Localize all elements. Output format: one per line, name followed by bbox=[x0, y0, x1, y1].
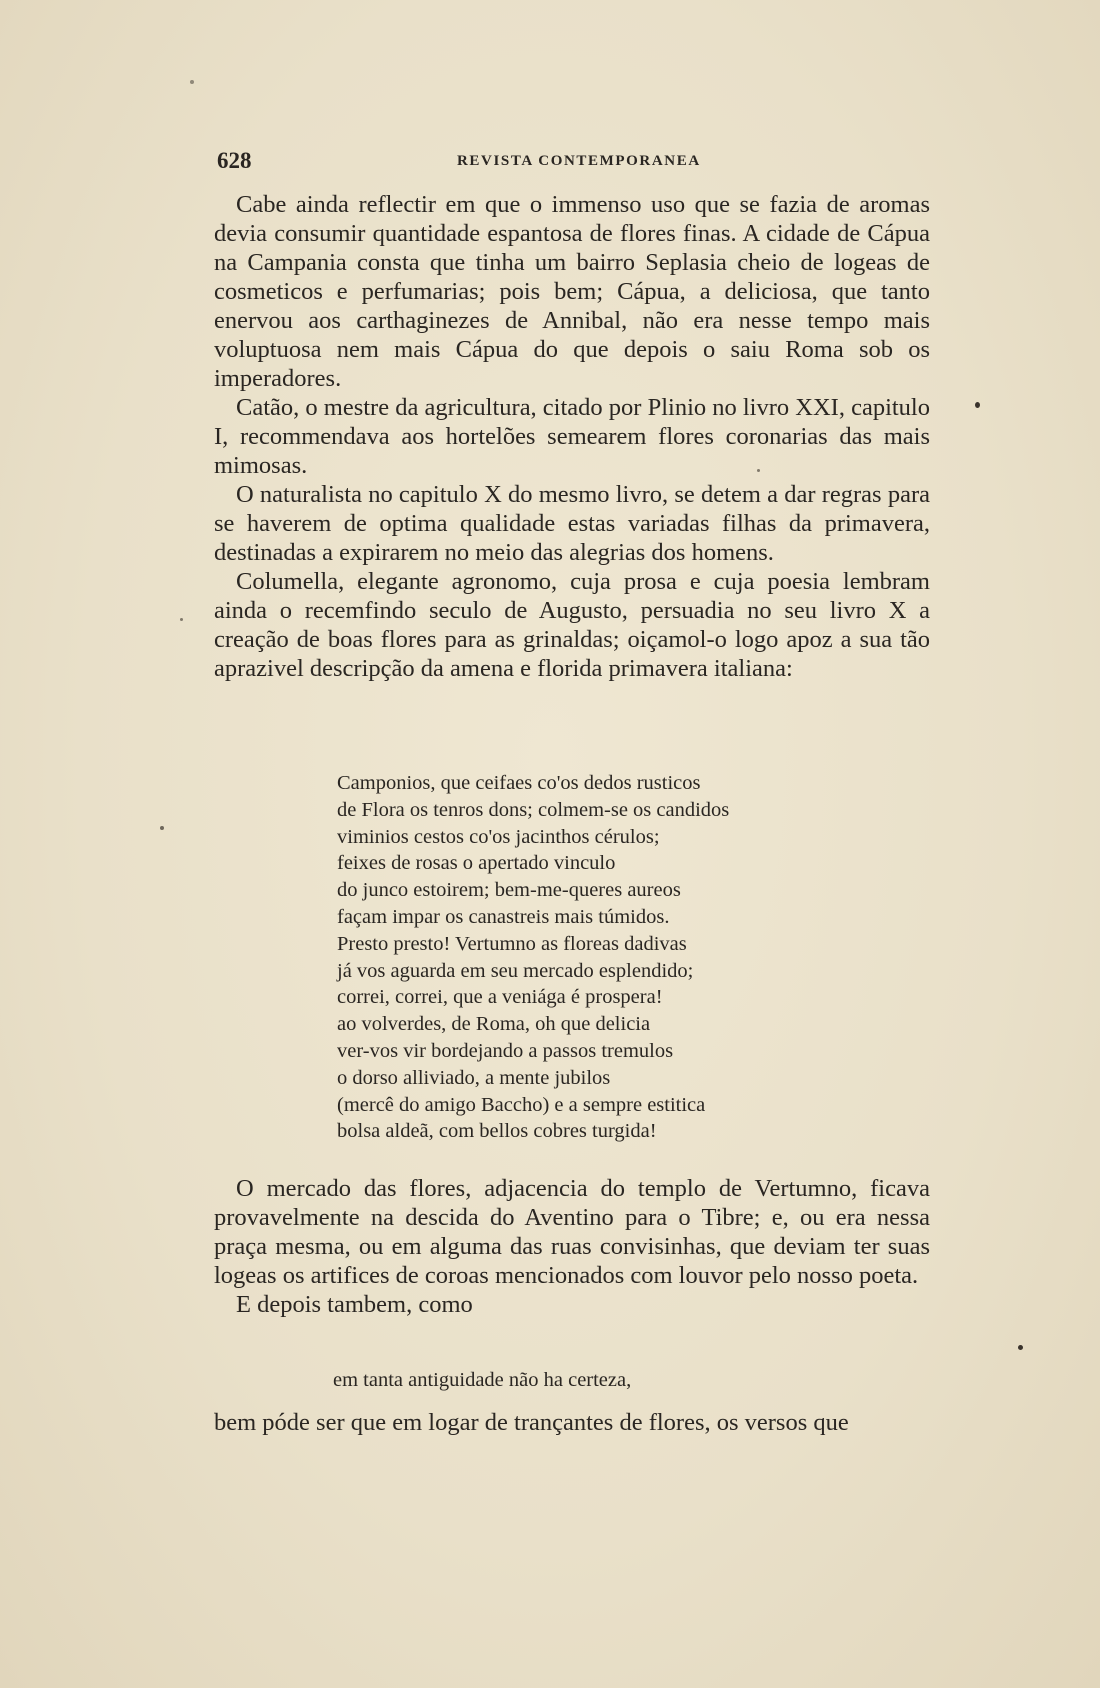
paper-speck bbox=[190, 80, 194, 84]
paragraph: O naturalista no capitulo X do mesmo livro, se detem a dar regras para se haverem de optima qualidade estas variadas filhas da primavera, destinadas a expirarem no meio das alegrias dos homens. bbox=[214, 481, 930, 566]
paragraph: O mercado das flores, adjacencia do templo de Vertumno, ficava provavelmente na descida do Aventino para o Tibre; e, ou era nessa praça mesma, ou em alguma das ruas convisinhas, que deviam ter suas logeas os artifices de coroas mencionados com louvor pelo nosso poeta. bbox=[214, 1175, 930, 1289]
text-block-upper bbox=[214, 190, 930, 683]
verse-line: bolsa aldeã, com bellos cobres turgida! bbox=[337, 1120, 657, 1143]
verse-line: ao volverdes, de Roma, oh que delicia bbox=[337, 1013, 651, 1036]
verse-line: do junco estoirem; bem-me-queres aureos bbox=[337, 879, 681, 902]
verse-line: feixes de rosas o apertado vinculo bbox=[337, 852, 616, 875]
verse-line: (mercê do amigo Baccho) e a sempre estitica bbox=[337, 1093, 706, 1116]
verse-quotation bbox=[337, 770, 729, 1145]
verse-line: já vos aguarda em seu mercado esplendido; bbox=[337, 959, 694, 982]
paragraph: Cabe ainda reflectir em que o immenso uso que se fazia de aromas devia consumir quantidade espantosa de flores finas. A cidade de Cápua na Campania consta que tinha um bairro Seplasia cheio de logeas de cosmeticos e perfumarias; pois bem; Cápua, a deliciosa, que tanto enervou aos carthaginezes de Annibal, não era nesse tempo mais voluptuosa nem mais Cápua do que depois o saiu Roma sob os imperadores. bbox=[214, 191, 930, 392]
verse-line: Presto presto! Vertumno as floreas dadivas bbox=[337, 932, 687, 955]
running-title: REVISTA CONTEMPORANEA bbox=[457, 153, 701, 169]
paragraph: E depois tambem, como bbox=[236, 1291, 473, 1318]
text-block-final bbox=[214, 1408, 930, 1437]
verse-line: de Flora os tenros dons; colmem-se os candidos bbox=[337, 798, 730, 821]
paragraph: Catão, o mestre da agricultura, citado por Plinio no livro XXI, capitulo I, recommendava aos hortelões semearem flores coronarias das mais mimosas. bbox=[214, 394, 930, 479]
verse-line: o dorso alliviado, a mente jubilos bbox=[337, 1066, 611, 1089]
paragraph: Columella, elegante agronomo, cuja prosa e cuja poesia lembram ainda o recemfindo seculo de Augusto, persuadia no seu livro X a creação de boas flores para as grinaldas; oiçamol-o logo apoz a sua tão aprazivel descripção da amena e florida primavera italiana: bbox=[214, 568, 930, 682]
paper-speck bbox=[160, 826, 164, 830]
verse-line: Camponios, que ceifaes co'os dedos rusticos bbox=[337, 772, 701, 794]
verse-line: façam impar os canastreis mais túmidos. bbox=[337, 905, 670, 928]
paragraph: bem póde ser que em logar de trançantes de flores, os versos que bbox=[214, 1409, 849, 1436]
verse-line: correi, correi, que a veniága é prospera! bbox=[337, 986, 663, 1009]
text-block-lower bbox=[214, 1174, 930, 1319]
verse-line: viminios cestos co'os jacinthos cérulos; bbox=[337, 825, 660, 848]
inline-verse-quote: em tanta antiguidade não ha certeza, bbox=[333, 1369, 632, 1391]
paper-speck bbox=[1018, 1345, 1023, 1350]
paper-speck bbox=[975, 402, 980, 408]
paper-speck bbox=[180, 618, 183, 621]
verse-line: ver-vos vir bordejando a passos tremulos bbox=[337, 1039, 674, 1062]
page-header bbox=[217, 148, 929, 178]
page-number: 628 bbox=[217, 148, 252, 173]
